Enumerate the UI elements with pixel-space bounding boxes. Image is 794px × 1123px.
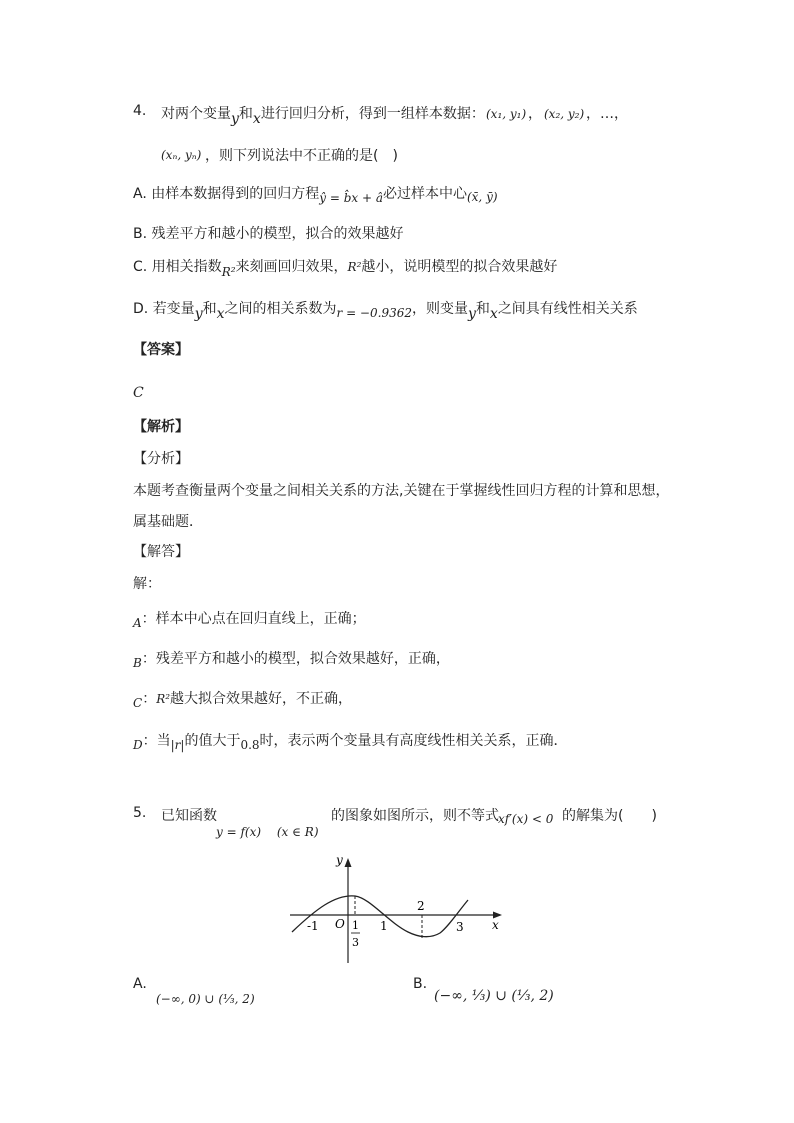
q4-ellipsis: ，…， xyxy=(586,106,628,122)
q4-stem: 对两个变量y和x进行回归分析，得到一组样本数据： xyxy=(161,106,485,127)
fenxi-line-2: 属基础题． xyxy=(133,514,203,530)
tick-3: 3 xyxy=(456,920,464,934)
solution-b: B：残差平方和越小的模型，拟合效果越好，正确， xyxy=(133,651,450,670)
q4-stem-end: ，则下列说法中不正确的是( ) xyxy=(205,148,398,164)
q4-option-c: C. 用相关指数R²来刻画回归效果，R²越小，说明模型的拟合效果越好 xyxy=(133,259,558,279)
q4-point-1: (x₁, y₁) xyxy=(486,107,527,121)
origin-label: O xyxy=(335,917,345,931)
q5-inequality: xf′(x) < 0 xyxy=(498,812,554,826)
q4-point-2: (x₂, y₂) xyxy=(544,107,585,121)
q4-number: 4. xyxy=(133,103,147,119)
q5-option-a: (−∞, 0) ∪ (⅓, 2) xyxy=(156,992,255,1006)
q5-function: y = f(x) (x ∈ R) xyxy=(216,825,319,839)
jie-label: 解： xyxy=(133,576,161,592)
solution-d: D：当|r|的值大于0.8时，表示两个变量具有高度线性相关关系，正确． xyxy=(133,733,568,752)
tick-frac-denominator: 3 xyxy=(352,936,359,949)
q5-stem-b: 的图象如图所示，则不等式 xyxy=(331,808,499,824)
tick-1: 1 xyxy=(380,919,388,933)
tick-2: 2 xyxy=(417,899,425,913)
q4-option-b: B. 残差平方和越小的模型，拟合的效果越好 xyxy=(133,226,404,242)
q5-option-b-label: B. xyxy=(413,976,428,992)
q5-stem-c: 的解集为( ) xyxy=(562,808,657,824)
tick-neg1: -1 xyxy=(307,919,319,933)
answer-value: C xyxy=(133,385,144,401)
sample-center: (x̄, ȳ) xyxy=(466,190,498,204)
regression-formula: ŷ = b̂x + â xyxy=(319,191,383,205)
solution-a: A：样本中心点在回归直线上，正确； xyxy=(133,611,366,630)
y-axis-arrow-icon xyxy=(345,858,352,867)
analysis-heading: 【解析】 xyxy=(133,419,189,435)
function-graph xyxy=(280,850,510,965)
fenxi-heading: 【分析】 xyxy=(133,451,189,467)
q4-sep: ， xyxy=(528,106,542,122)
q5-option-a-label: A. xyxy=(133,976,147,992)
answer-heading: 【答案】 xyxy=(133,342,189,358)
q5-number: 5. xyxy=(133,805,147,821)
tick-frac-numerator: 1 xyxy=(352,919,359,932)
solution-c: C：R²越大拟合效果越好，不正确， xyxy=(133,691,353,710)
q4-point-n: (xₙ, yₙ) xyxy=(161,148,202,162)
q4-option-d: D. 若变量y和x之间的相关系数为r = −0.9362，则变量y和x之间具有线性相关关系 xyxy=(133,301,638,322)
x-label: x xyxy=(492,918,499,932)
y-label: y xyxy=(336,853,343,867)
correlation-value: r = −0.9362 xyxy=(336,306,412,320)
q4-option-a: A. 由样本数据得到的回归方程ŷ = b̂x + â必过样本中心(x̄, ȳ) xyxy=(133,186,498,205)
q5-stem-a: 已知函数 xyxy=(161,808,217,824)
q5-option-b: (−∞, ⅓) ∪ (⅓, 2) xyxy=(434,988,554,1004)
fenxi-line-1: 本题考查衡量两个变量之间相关关系的方法,关键在于掌握线性回归方程的计算和思想， xyxy=(133,483,670,499)
jieda-heading: 【解答】 xyxy=(133,544,189,560)
